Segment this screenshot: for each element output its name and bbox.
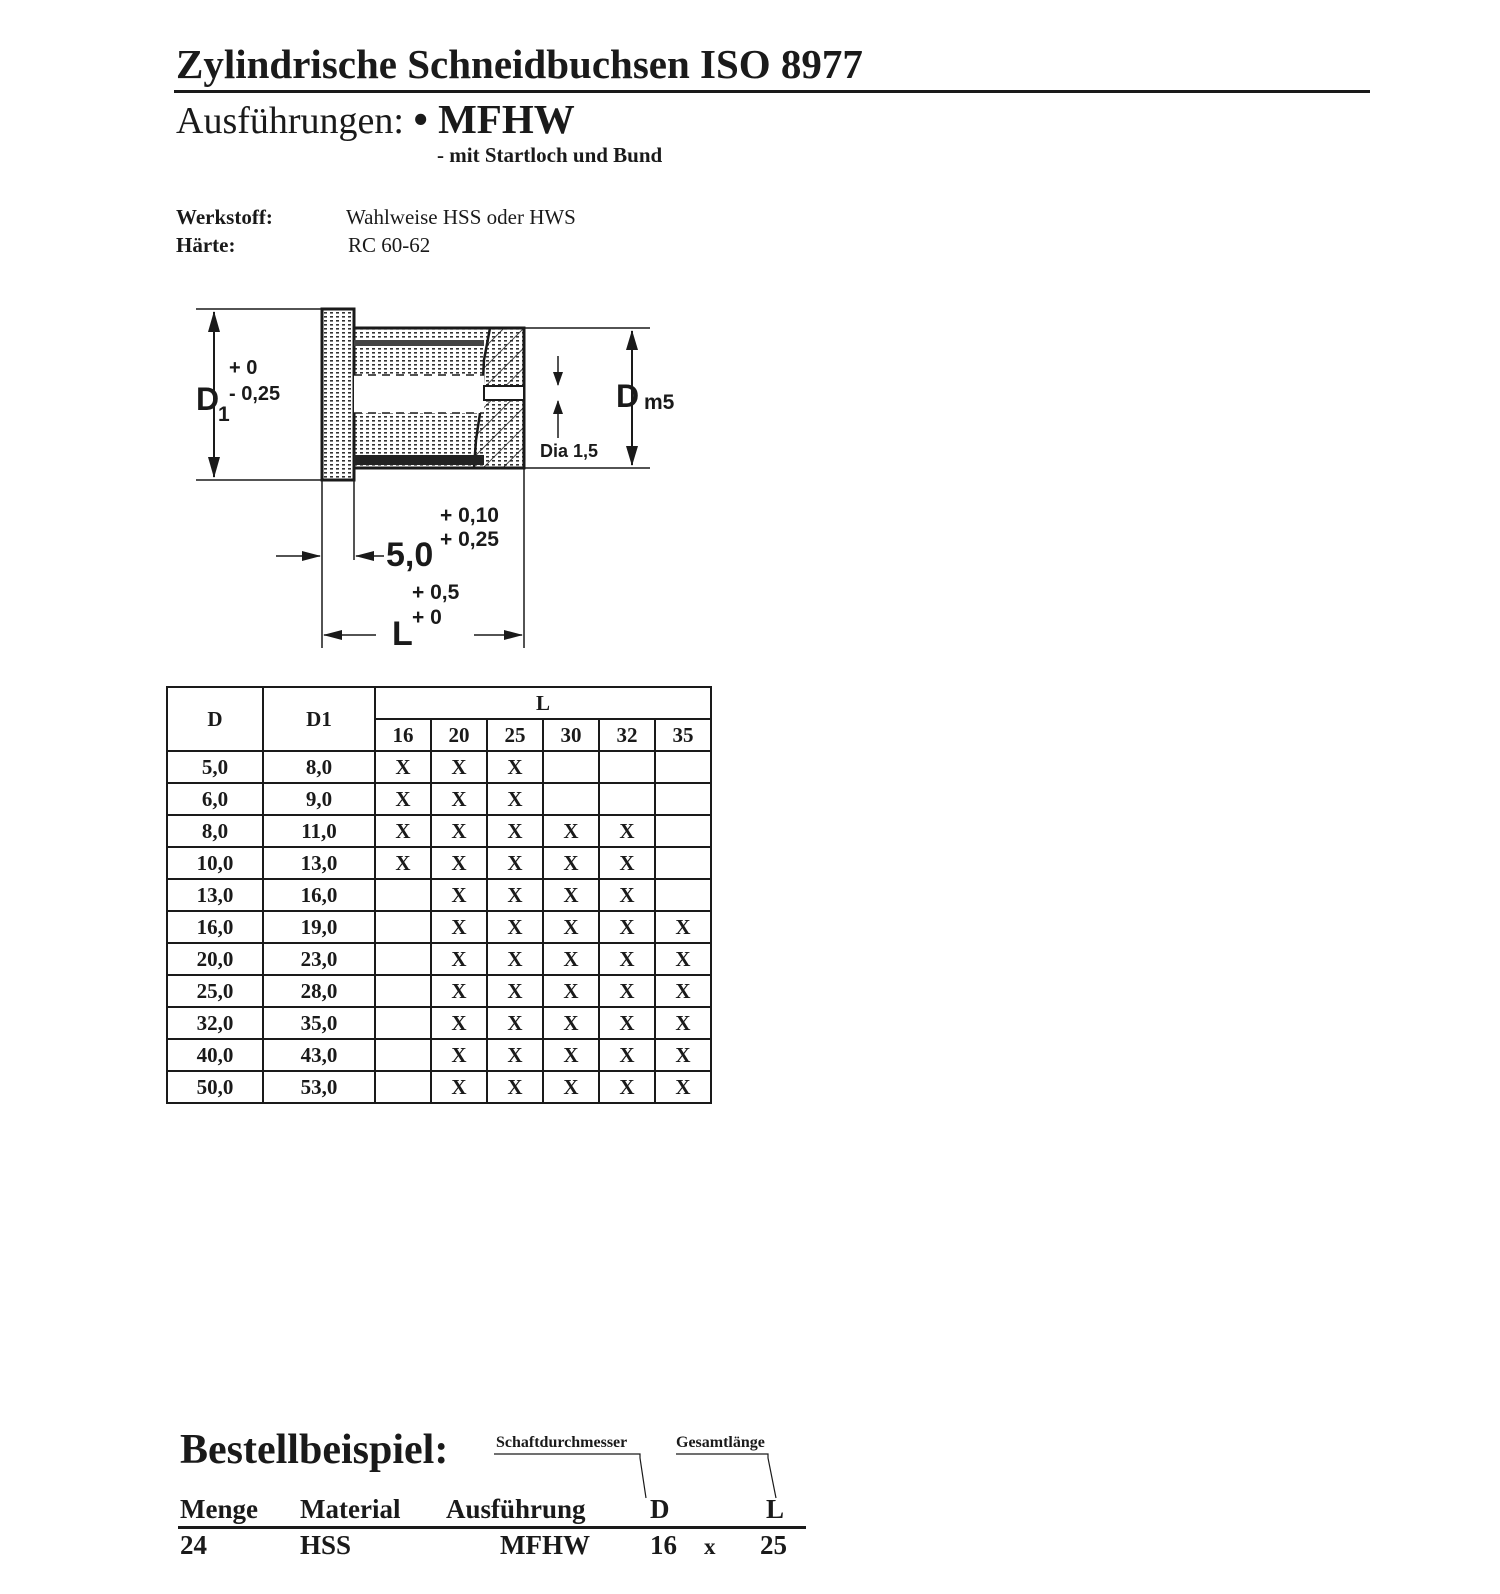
cell-d1: 28,0 xyxy=(263,975,375,1007)
cell-availability: X xyxy=(431,911,487,943)
cell-availability: X xyxy=(431,751,487,783)
shaft-diameter-label: Schaftdurchmesser xyxy=(496,1434,628,1451)
order-value-l: 25 xyxy=(760,1530,787,1560)
order-header-menge: Menge xyxy=(180,1494,258,1524)
variant-prefix: Ausführungen: xyxy=(176,100,404,142)
cell-availability: X xyxy=(655,1007,711,1039)
order-header-rule xyxy=(178,1526,806,1529)
cell-availability: X xyxy=(599,1007,655,1039)
cell-d1: 9,0 xyxy=(263,783,375,815)
cell-availability xyxy=(543,783,599,815)
collar-tol-plus: + 0,10 xyxy=(440,504,499,527)
col-header-d: D xyxy=(167,687,263,751)
cell-availability: X xyxy=(655,1039,711,1071)
cell-availability: X xyxy=(431,847,487,879)
total-length-label: Gesamtlänge xyxy=(676,1434,765,1451)
dia-label: Dia 1,5 xyxy=(540,441,599,461)
cell-availability: X xyxy=(487,1071,543,1103)
order-value-d: 16 xyxy=(650,1530,677,1560)
order-title: Bestellbeispiel: xyxy=(180,1427,449,1473)
cell-availability xyxy=(375,1007,431,1039)
table-row xyxy=(167,1039,711,1071)
cell-availability xyxy=(655,815,711,847)
length-header-35: 35 xyxy=(655,719,711,751)
cell-availability: X xyxy=(431,1071,487,1103)
d1-tol-minus: - 0,25 xyxy=(229,383,281,405)
cell-availability: X xyxy=(487,783,543,815)
cell-availability: X xyxy=(487,975,543,1007)
collar-shape xyxy=(322,309,354,480)
cell-availability: X xyxy=(543,911,599,943)
variant-name: • MFHW xyxy=(413,96,575,142)
cell-availability xyxy=(599,783,655,815)
cell-availability: X xyxy=(487,943,543,975)
collar-len-label: 5,0 xyxy=(386,536,434,574)
spec-label-werkstoff: Werkstoff: xyxy=(176,205,273,229)
cell-availability: X xyxy=(487,1039,543,1071)
col-header-l: L xyxy=(375,687,711,719)
cell-availability: X xyxy=(375,815,431,847)
col-header-d1: D1 xyxy=(263,687,375,751)
cell-availability: X xyxy=(431,783,487,815)
order-header-ausfuehrung: Ausführung xyxy=(446,1494,586,1524)
cell-availability: X xyxy=(543,943,599,975)
cell-d: 5,0 xyxy=(167,751,263,783)
cell-d: 8,0 xyxy=(167,815,263,847)
cell-availability xyxy=(655,783,711,815)
order-value-menge: 24 xyxy=(180,1530,207,1560)
spec-label-haerte: Härte: xyxy=(176,233,236,257)
table-row xyxy=(167,1071,711,1103)
cell-d1: 8,0 xyxy=(263,751,375,783)
cell-availability: X xyxy=(431,1007,487,1039)
d1-tol-plus: + 0 xyxy=(229,357,258,379)
cell-availability xyxy=(375,911,431,943)
cell-d1: 19,0 xyxy=(263,911,375,943)
cell-availability: X xyxy=(431,815,487,847)
cell-availability: X xyxy=(487,911,543,943)
table-row xyxy=(167,751,711,783)
start-hole xyxy=(484,386,524,400)
total-tol-plus: + 0,5 xyxy=(412,581,460,604)
cell-availability: X xyxy=(543,879,599,911)
cell-d1: 35,0 xyxy=(263,1007,375,1039)
cell-availability: X xyxy=(655,1071,711,1103)
cell-availability: X xyxy=(599,1071,655,1103)
variant-note: - mit Startloch und Bund xyxy=(437,143,663,167)
cell-availability: X xyxy=(543,847,599,879)
cell-availability xyxy=(655,847,711,879)
cell-availability: X xyxy=(543,1071,599,1103)
cell-d1: 53,0 xyxy=(263,1071,375,1103)
cell-availability: X xyxy=(431,943,487,975)
cell-availability xyxy=(375,879,431,911)
order-header-l: L xyxy=(766,1494,785,1524)
cell-availability: X xyxy=(655,911,711,943)
length-header-30: 30 xyxy=(543,719,599,751)
cell-d: 13,0 xyxy=(167,879,263,911)
length-header-20: 20 xyxy=(431,719,487,751)
cell-availability: X xyxy=(655,975,711,1007)
d1-sub: 1 xyxy=(218,403,230,426)
cell-availability xyxy=(375,1039,431,1071)
cell-d: 25,0 xyxy=(167,975,263,1007)
table-row xyxy=(167,911,711,943)
cell-availability: X xyxy=(599,815,655,847)
cell-availability xyxy=(655,879,711,911)
total-len-label: L xyxy=(392,615,413,653)
cell-availability: X xyxy=(599,847,655,879)
table-row xyxy=(167,879,711,911)
dm5-label: D xyxy=(616,378,640,414)
table-row xyxy=(167,847,711,879)
cell-availability: X xyxy=(487,879,543,911)
cell-availability xyxy=(375,943,431,975)
cell-availability xyxy=(375,975,431,1007)
length-header-16: 16 xyxy=(375,719,431,751)
cell-d: 6,0 xyxy=(167,783,263,815)
bore-area xyxy=(354,375,484,413)
dm5-sub: m5 xyxy=(644,391,675,414)
cell-availability xyxy=(599,751,655,783)
cell-availability: X xyxy=(487,1007,543,1039)
cell-d1: 16,0 xyxy=(263,879,375,911)
order-header-d: D xyxy=(650,1494,670,1524)
cell-availability: X xyxy=(599,943,655,975)
table-row xyxy=(167,975,711,1007)
cell-availability xyxy=(655,751,711,783)
cell-d: 32,0 xyxy=(167,1007,263,1039)
cell-availability: X xyxy=(487,815,543,847)
cell-availability: X xyxy=(487,847,543,879)
cell-availability: X xyxy=(431,975,487,1007)
order-header-material: Material xyxy=(300,1494,401,1524)
length-header-25: 25 xyxy=(487,719,543,751)
cell-d: 20,0 xyxy=(167,943,263,975)
cell-availability xyxy=(543,751,599,783)
cell-d: 16,0 xyxy=(167,911,263,943)
order-value-material: HSS xyxy=(300,1530,352,1560)
cell-d: 50,0 xyxy=(167,1071,263,1103)
cell-availability: X xyxy=(599,975,655,1007)
cell-availability: X xyxy=(431,1039,487,1071)
cell-availability: X xyxy=(431,879,487,911)
cell-availability: X xyxy=(543,1039,599,1071)
spec-value-werkstoff: Wahlweise HSS oder HWS xyxy=(346,205,576,229)
cell-d: 10,0 xyxy=(167,847,263,879)
bushing-drawing xyxy=(0,0,760,660)
order-value-x: x xyxy=(704,1534,716,1559)
cell-d1: 11,0 xyxy=(263,815,375,847)
cell-availability: X xyxy=(375,783,431,815)
cell-availability: X xyxy=(375,751,431,783)
cell-d1: 43,0 xyxy=(263,1039,375,1071)
order-value-ausfuehrung: MFHW xyxy=(500,1530,590,1560)
table-row xyxy=(167,1007,711,1039)
collar-tol-minus: + 0,25 xyxy=(440,528,499,551)
cell-availability: X xyxy=(375,847,431,879)
cell-availability: X xyxy=(487,751,543,783)
cell-availability xyxy=(375,1071,431,1103)
cell-availability: X xyxy=(543,1007,599,1039)
total-tol-minus: + 0 xyxy=(412,606,442,629)
cell-availability: X xyxy=(655,943,711,975)
table-row xyxy=(167,943,711,975)
d1-label: D xyxy=(196,381,220,417)
cell-d1: 13,0 xyxy=(263,847,375,879)
length-header-32: 32 xyxy=(599,719,655,751)
cell-availability: X xyxy=(543,815,599,847)
cell-availability: X xyxy=(599,879,655,911)
table-row xyxy=(167,783,711,815)
cell-d: 40,0 xyxy=(167,1039,263,1071)
cell-availability: X xyxy=(543,975,599,1007)
size-table xyxy=(166,686,712,1104)
table-row xyxy=(167,815,711,847)
cell-d1: 23,0 xyxy=(263,943,375,975)
spec-value-haerte: RC 60-62 xyxy=(348,233,431,257)
cell-availability: X xyxy=(599,911,655,943)
page-title: Zylindrische Schneidbuchsen ISO 8977 xyxy=(176,41,863,87)
cell-availability: X xyxy=(599,1039,655,1071)
